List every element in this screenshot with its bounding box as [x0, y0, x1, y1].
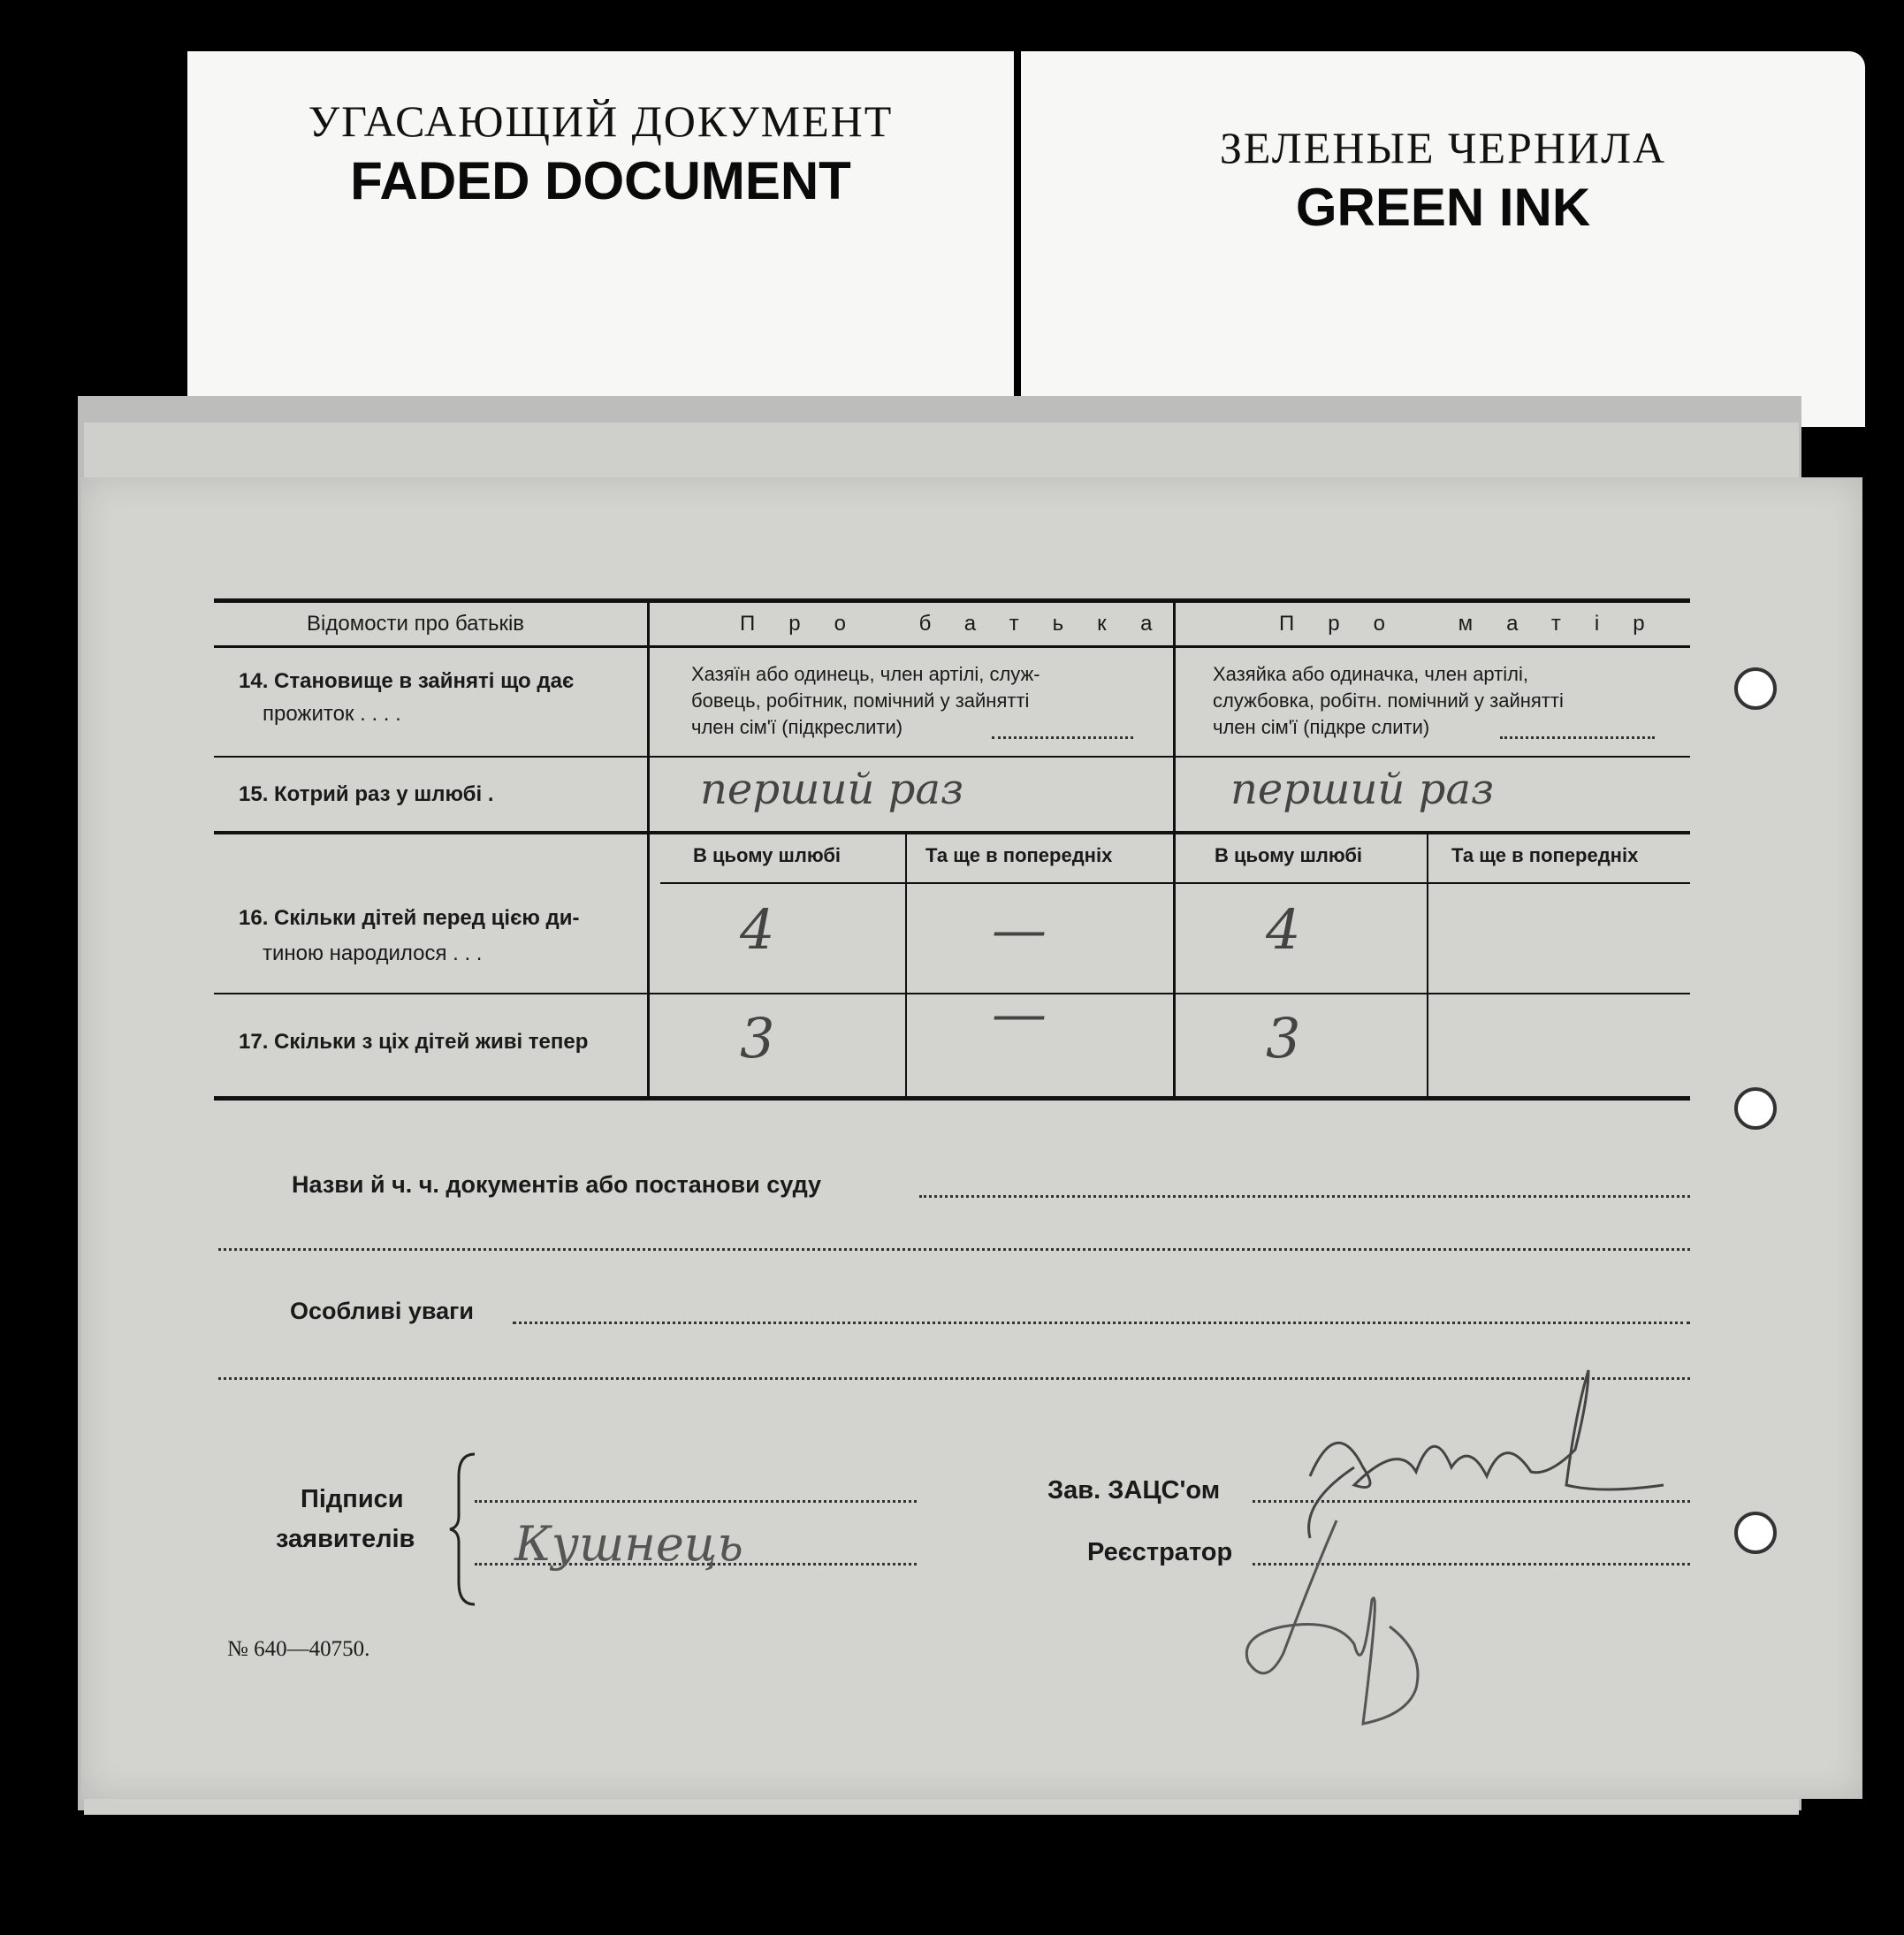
row14-father-line2: бовець, робітник, помічний у зайнятті — [691, 689, 1030, 712]
header-mother: Про матір — [1279, 612, 1679, 636]
green-ink-label-card — [1021, 51, 1865, 427]
underline-dots — [992, 736, 1133, 739]
subheader-mother-previous: Та ще в попередніх — [1451, 844, 1639, 866]
row16-label-line1: 16. Скільки дітей перед цією ди- — [239, 906, 580, 930]
row17-father-prev-value: — — [992, 981, 1047, 1046]
header-parents-info: Відомости про батьків — [307, 612, 525, 636]
row14-father-line1: Хазяїн або одинець, член артілі, служ- — [691, 663, 1040, 685]
row14-mother-line1: Хазяйка або одиначка, член артілі, — [1213, 663, 1528, 685]
subheader-father-previous: Та ще в попередніх — [925, 844, 1113, 866]
row14-label-line2: прожиток . . . . — [263, 702, 401, 726]
green-ink-label-en: GREEN INK — [1295, 178, 1591, 237]
signatures-label-line1: Підписи — [301, 1485, 404, 1513]
applicant-signature-line — [475, 1500, 917, 1503]
signatures-brace-icon — [448, 1450, 484, 1609]
header-father: Про батька — [740, 612, 1186, 636]
notes-label: Особливі уваги — [290, 1298, 474, 1324]
head-of-registry-label: Зав. ЗАЦС'ом — [1047, 1476, 1221, 1505]
row16-father-this-value: 4 — [740, 897, 775, 962]
applicant-signature: Кушнець — [514, 1516, 743, 1572]
registry-form-sheet — [81, 477, 1862, 1799]
documents-field-line-2 — [218, 1248, 1690, 1251]
form-number: № 640—40750. — [227, 1637, 370, 1661]
subheader-mother-this-marriage: В цьому шлюбі — [1215, 844, 1363, 866]
row14-label-line1: 14. Становище в зайняті що дає — [239, 669, 575, 693]
registrar-label: Реєстратор — [1087, 1538, 1233, 1566]
row15-mother-value: перший раз — [1230, 765, 1495, 814]
faded-document-label-en: FADED DOCUMENT — [350, 151, 851, 210]
signatures-label-line2: заявителів — [276, 1525, 415, 1553]
faded-document-label-card — [187, 51, 1014, 405]
subheader-father-this-marriage: В цьому шлюбі — [693, 844, 842, 866]
row16-father-prev-value: — — [992, 897, 1047, 962]
punch-hole — [1734, 1087, 1777, 1130]
faded-document-label-ru: УГАСАЮЩИЙ ДОКУМЕНТ — [308, 96, 894, 146]
row17-label: 17. Скільки з ціх дітей живі тепер — [239, 1030, 589, 1054]
registrar-signature-scribble — [1230, 1512, 1478, 1741]
row15-father-value: перший раз — [700, 765, 964, 814]
row14-mother-line2: службовка, робітн. помічний у зайнятті — [1213, 689, 1564, 712]
green-ink-label-ru: ЗЕЛЕНЫЕ ЧЕРНИЛА — [1219, 123, 1667, 172]
row17-father-this-value: 3 — [740, 1006, 775, 1070]
row17-mother-this-value: 3 — [1266, 1006, 1301, 1070]
row15-label: 15. Котрий раз у шлюбі . — [239, 782, 494, 806]
punch-hole — [1734, 1512, 1777, 1554]
underline-dots — [1500, 736, 1655, 739]
documents-label: Назви й ч. ч. документів або постанови суду — [292, 1171, 822, 1198]
row14-mother-line3: член сім'ї (підкре слити) — [1213, 716, 1430, 738]
row16-mother-this-value: 4 — [1266, 897, 1301, 962]
documents-field-line — [919, 1195, 1690, 1198]
row14-father-line3: член сім'ї (підкреслити) — [691, 716, 903, 738]
punch-hole — [1734, 667, 1777, 710]
notes-field-line — [513, 1322, 1690, 1324]
row16-label-line2: тиною народилося . . . — [263, 941, 483, 965]
